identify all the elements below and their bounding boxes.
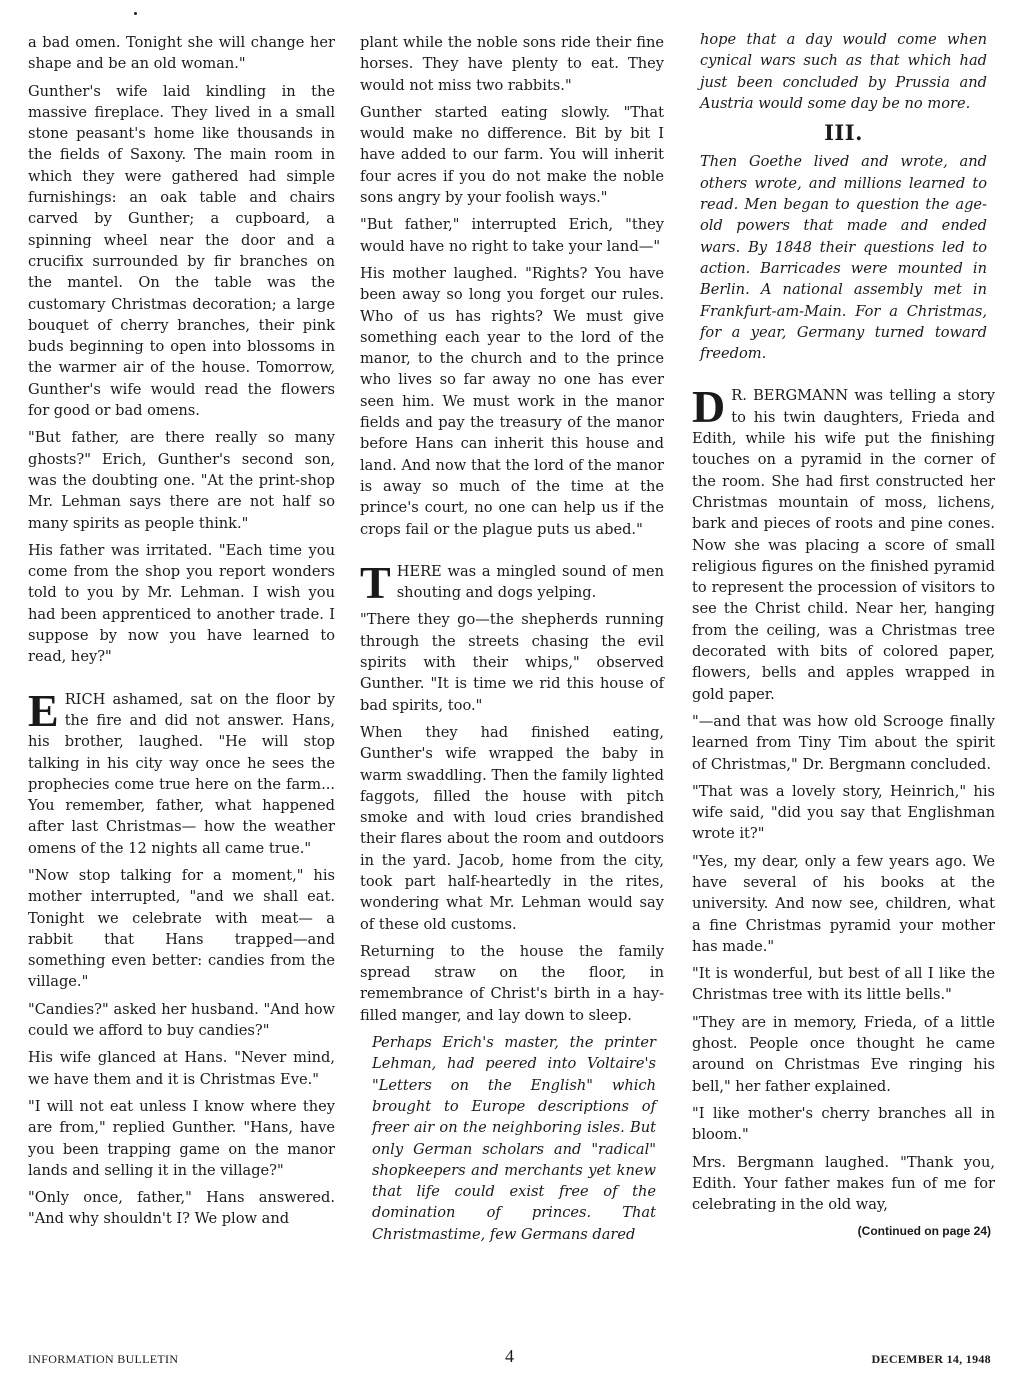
paragraph: "They are in memory, Frieda, of a little ghost. People once thought he came around on Christmas Eve ringing his bell," her father explained.: [692, 1013, 995, 1095]
paragraph: "Candies?" asked her husband. "And how could we afford to buy candies?": [28, 1000, 335, 1040]
page-number: 4: [505, 1346, 515, 1366]
footer-publication: INFORMATION BULLETIN: [28, 1352, 179, 1366]
paragraph: a bad omen. Tonight she will change her shape and be an old woman.": [28, 34, 335, 73]
paragraph: His father was irritated. "Each time you come from the shop you report wonders told to you by Mr. Lehman. I wish you had been apprenticed to another trade. I suppose by now you have learned to read, hey?": [28, 541, 335, 666]
drop-cap-paragraph: [360, 556, 664, 608]
paragraph: "—and that was how old Scrooge finally learned from Tiny Tim about the spirit of Christmas," Dr. Bergmann concluded.: [692, 712, 995, 773]
italic-interlude: Perhaps Erich's master, the printer Lehman, had peered into Voltaire's "Letters on the English" which brought to Europe descriptions of freer air on the neighboring isles. But only German scholars and "radical" shopkeepers and merchants yet knew that life could exist free of the domination of princes. That Christmastime, few Germans dared: [372, 1034, 656, 1243]
paragraph: "That was a lovely story, Heinrich," his wife said, "did you say that Englishman wrote it?": [692, 782, 995, 843]
paragraph-text: R. BERGMANN was telling a story to his twin daughters, Frieda and Edith, while his wife put the finishing touches on a pyramid in the corner of the room. She had first constructed her Christmas mountain of moss, lichens, bark and pieces of roots and pine cones. Now she was placing a score of small religious figures on the finished pyramid to represent the procession of visitors to see the Christ child. Near her, hanging from the ceiling, was a Christmas tree decorated with bits of colored paper, flowers, bells and apples wrapped in gold paper.: [692, 387, 995, 703]
italic-interlude: Then Goethe lived and wrote, and others wrote, and millions learned to read. Men began to question the age-old powers that made and ended wars. By 1848 their questions led to action. Barricades were mounted in Berlin. A national assembly met in Frankfurt-am-Main. For a Christmas, for a year, Germany turned toward freedom.: [700, 153, 987, 363]
column-2: [360, 32, 664, 1251]
paragraph: "There they go—the shepherds running through the streets chasing the evil spirits with their whips," observed Gunther. "It is time we rid this house of bad spirits, too.": [360, 611, 664, 714]
paragraph: "It is wonderful, but best of all I like the Christmas tree with its little bells.": [692, 965, 995, 1004]
paragraph-text: HERE was a mingled sound of men shouting and dogs yelping.: [396, 562, 664, 602]
paragraph: "But father, are there really so many ghosts?" Erich, Gunther's second son, was the doubting one. "At the print-shop Mr. Lehman says there are not half so many spirits as people think.": [28, 429, 335, 532]
section-gap: [360, 550, 664, 551]
paragraph: "I will not eat unless I know where they are from," replied Gunther. "Hans, have you been trapping game on the manor lands and selling it in the village?": [28, 1097, 335, 1179]
paragraph: "But father," interrupted Erich, "they would have no right to take your land—": [360, 216, 664, 255]
paragraph: Gunther's wife laid kindling in the massive fireplace. They lived in a small stone peasant's home like thousands in the fields of Saxony. The main room in which they were gathered had simple furnishings: an oak table and chairs carved by Gunther; a cupboard, a spinning wheel near the door and a crucifix surrounded by fir branches on the mantel. On the table was the customary Christmas decoration; a large bouquet of cherry branches, their pink buds beginning to open into blossoms in the warmer air of the house. Tomorrow, Gunther's wife would read the flowers for good or bad omens.: [28, 82, 335, 420]
section-heading: III.: [824, 120, 863, 146]
paragraph: "I like mother's cherry branches all in bloom.": [692, 1104, 995, 1144]
paragraph: His wife glanced at Hans. "Never mind, we have them and it is Christmas Eve.": [28, 1049, 335, 1088]
section-gap: [28, 678, 335, 679]
section-gap: [692, 374, 995, 375]
paragraph: Gunther started eating slowly. "That would make no difference. Bit by bit I have added to our farm. You will inherit four acres if you do not make the noble sons angry by your foolish ways.": [360, 103, 664, 207]
stray-dot: [134, 12, 137, 15]
paragraph-text: RICH ashamed, sat on the floor by the fire and did not answer. Hans, his brother, laughed. "He will stop talking in his city way once he sees the prophecies come true here on the farm... You remember, father, what happened after last Christmas— how the weather omens of the 12 nights all came true.": [28, 690, 335, 857]
paragraph: Returning to the house the family spread straw on the floor, in remembrance of Christ's birth in a hay-filled manger, and lay down to sleep.: [360, 942, 664, 1024]
paragraph: plant while the noble sons ride their fine horses. They have plenty to eat. They would not miss two rabbits.": [360, 34, 664, 94]
column-1: [28, 32, 335, 1236]
paragraph: When they had finished eating, Gunther's wife wrapped the baby in warm swaddling. Then the family lighted faggots, filled the house with pitch smoke and with loud cries brandished their flares about the room and outdoors in the yard. Jacob, home from the city, took part half-heartedly in the rites, wondering what Mr. Lehman would say of these old customs.: [360, 723, 664, 933]
drop-cap-paragraph: [28, 684, 335, 859]
column-3: [692, 29, 995, 1243]
paragraph: "Yes, my dear, only a few years ago. We have several of his books at the university. And now see, children, what a fine Christmas pyramid your mother has made.": [692, 852, 995, 955]
drop-cap: T: [360, 556, 391, 608]
paragraph: His mother laughed. "Rights? You have been away so long you forget our rules. Who of us has rights? We must give something each year to the lord of the manor, to the church and to the prince who lives so far away no one has ever seen him. We must work in the manor fields and pay the treasury of the manor before Hans can inherit this house and land. And now that the lord of the manor is away so much of the time at the prince's court, no one can help us if the crops fail or the plague puts us abed.": [360, 264, 664, 538]
drop-cap: E: [28, 684, 59, 736]
continued-note: (Continued on page 24): [857, 1224, 991, 1239]
paragraph: "Only once, father," Hans answered. "And why shouldn't I? We plow and: [28, 1189, 335, 1228]
footer-date: DECEMBER 14, 1948: [871, 1352, 991, 1366]
paragraph: "Now stop talking for a moment," his mother interrupted, "and we shall eat. Tonight we celebrate with meat— a rabbit that Hans trapped—and something even better: candies from the village.": [28, 866, 335, 991]
drop-cap: D: [692, 381, 726, 433]
italic-interlude: hope that a day would come when cynical wars such as that which had just been concluded by Prussia and Austria would some day be no more.: [700, 31, 987, 112]
drop-cap-paragraph: [692, 381, 995, 704]
paragraph: Mrs. Bergmann laughed. "Thank you, Edith. Your father makes fun of me for celebrating in the old way,: [692, 1153, 995, 1214]
